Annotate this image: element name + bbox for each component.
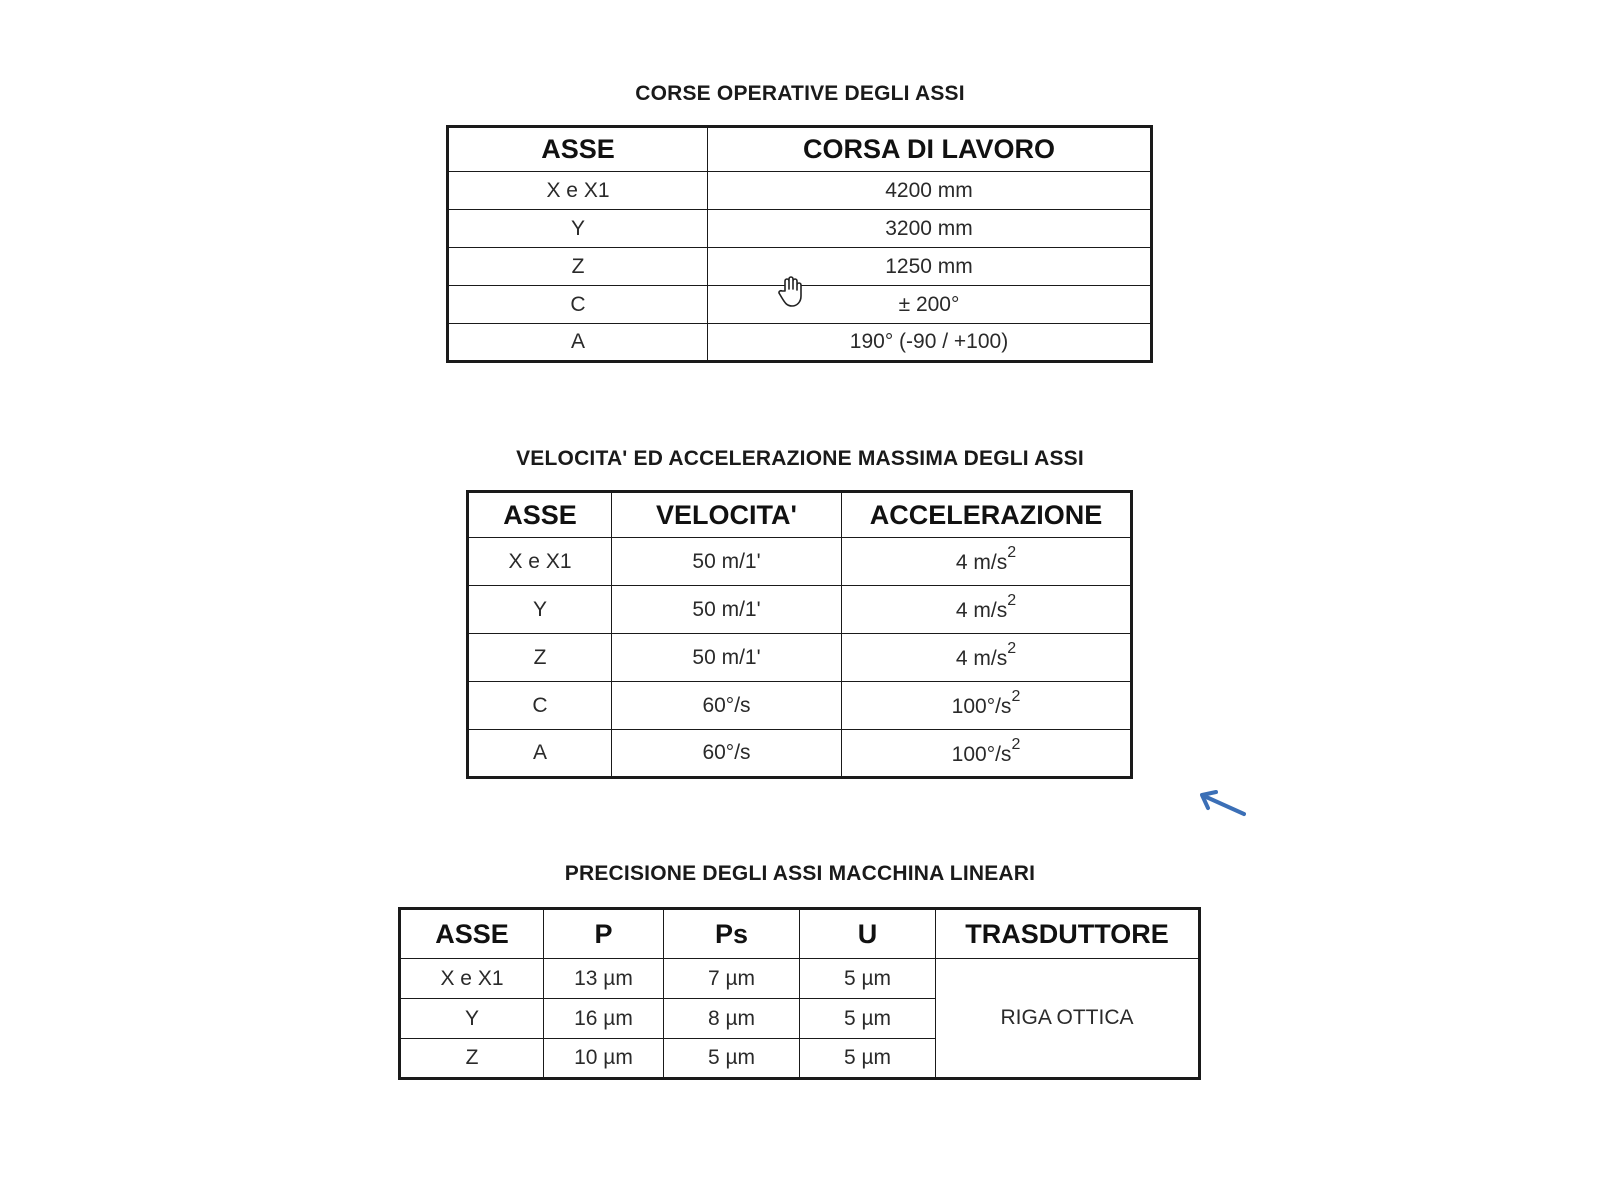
table-row <box>400 959 1200 999</box>
header-asse: ASSE <box>448 127 708 172</box>
table-row <box>448 324 1152 362</box>
cell-asse: Z <box>448 248 708 286</box>
table-row <box>468 730 1132 778</box>
cell-asse: Y <box>468 586 612 634</box>
cell-p: 13 µm <box>544 959 664 999</box>
cell-u: 5 µm <box>800 959 936 999</box>
cell-asse: C <box>448 286 708 324</box>
table-row <box>448 210 1152 248</box>
table-row <box>468 538 1132 586</box>
header-velocita: VELOCITA' <box>612 492 842 538</box>
cell-velocita: 50 m/1' <box>612 634 842 682</box>
cell-ps: 7 µm <box>664 959 800 999</box>
cell-accelerazione: 4 $m/s^2$ <box>842 538 1132 586</box>
header-trasduttore: TRASDUTTORE <box>936 909 1200 959</box>
cell-velocita: 50 m/1' <box>612 538 842 586</box>
cell-u: 5 µm <box>800 999 936 1039</box>
cell-accelerazione: 4 $m/s^2$ <box>842 586 1132 634</box>
cell-accelerazione: 4 $m/s^2$ <box>842 634 1132 682</box>
cell-u: 5 µm <box>800 1039 936 1079</box>
cell-ps: 8 µm <box>664 999 800 1039</box>
cell-corsa: 4200 mm <box>708 172 1152 210</box>
precision-table <box>398 907 1201 1080</box>
hand-pointer-icon <box>776 276 804 308</box>
cell-corsa: 1250 mm <box>708 248 1152 286</box>
table-row <box>448 172 1152 210</box>
cell-asse: X e X1 <box>468 538 612 586</box>
cell-asse: Z <box>468 634 612 682</box>
cell-asse: Y <box>400 999 544 1039</box>
cell-asse: A <box>448 324 708 362</box>
cell-asse: C <box>468 682 612 730</box>
table-header-row <box>468 492 1132 538</box>
cell-corsa: 190° (-90 / +100) <box>708 324 1152 362</box>
table-header-row <box>448 127 1152 172</box>
table-row <box>468 634 1132 682</box>
cell-velocita: 50 m/1' <box>612 586 842 634</box>
cell-corsa: ± 200° <box>708 286 1152 324</box>
cell-accelerazione: $100^\circ/s^2$ <box>842 682 1132 730</box>
header-corsa: CORSA DI LAVORO <box>708 127 1152 172</box>
cell-asse: X e X1 <box>448 172 708 210</box>
cell-asse: A <box>468 730 612 778</box>
axis-travel-table <box>446 125 1153 363</box>
cell-p: 10 µm <box>544 1039 664 1079</box>
cell-corsa: 3200 mm <box>708 210 1152 248</box>
cell-asse: Y <box>448 210 708 248</box>
cell-p: 16 µm <box>544 999 664 1039</box>
table-header-row <box>400 909 1200 959</box>
table3-title: PRECISIONE DEGLI ASSI MACCHINA LINEARI <box>564 862 1036 885</box>
table1-title: CORSE OPERATIVE DEGLI ASSI <box>635 82 965 105</box>
header-asse: ASSE <box>468 492 612 538</box>
cell-asse: Z <box>400 1039 544 1079</box>
cell-ps: 5 µm <box>664 1039 800 1079</box>
header-asse: ASSE <box>400 909 544 959</box>
table2-title: VELOCITA' ED ACCELERAZIONE MASSIMA DEGLI ASSI <box>516 447 1084 470</box>
cell-velocita: 60°/s <box>612 730 842 778</box>
header-p: P <box>544 909 664 959</box>
header-accelerazione: ACCELERAZIONE <box>842 492 1132 538</box>
cell-velocita: 60°/s <box>612 682 842 730</box>
table-row <box>468 682 1132 730</box>
table-row <box>468 586 1132 634</box>
header-u: U <box>800 909 936 959</box>
arrow-icon <box>1196 788 1246 822</box>
cell-accelerazione: $100^\circ/s^2$ <box>842 730 1132 778</box>
cell-asse: X e X1 <box>400 959 544 999</box>
cell-trasduttore: RIGA OTTICA <box>936 959 1200 1079</box>
speed-acceleration-table <box>466 490 1133 779</box>
header-ps: Ps <box>664 909 800 959</box>
